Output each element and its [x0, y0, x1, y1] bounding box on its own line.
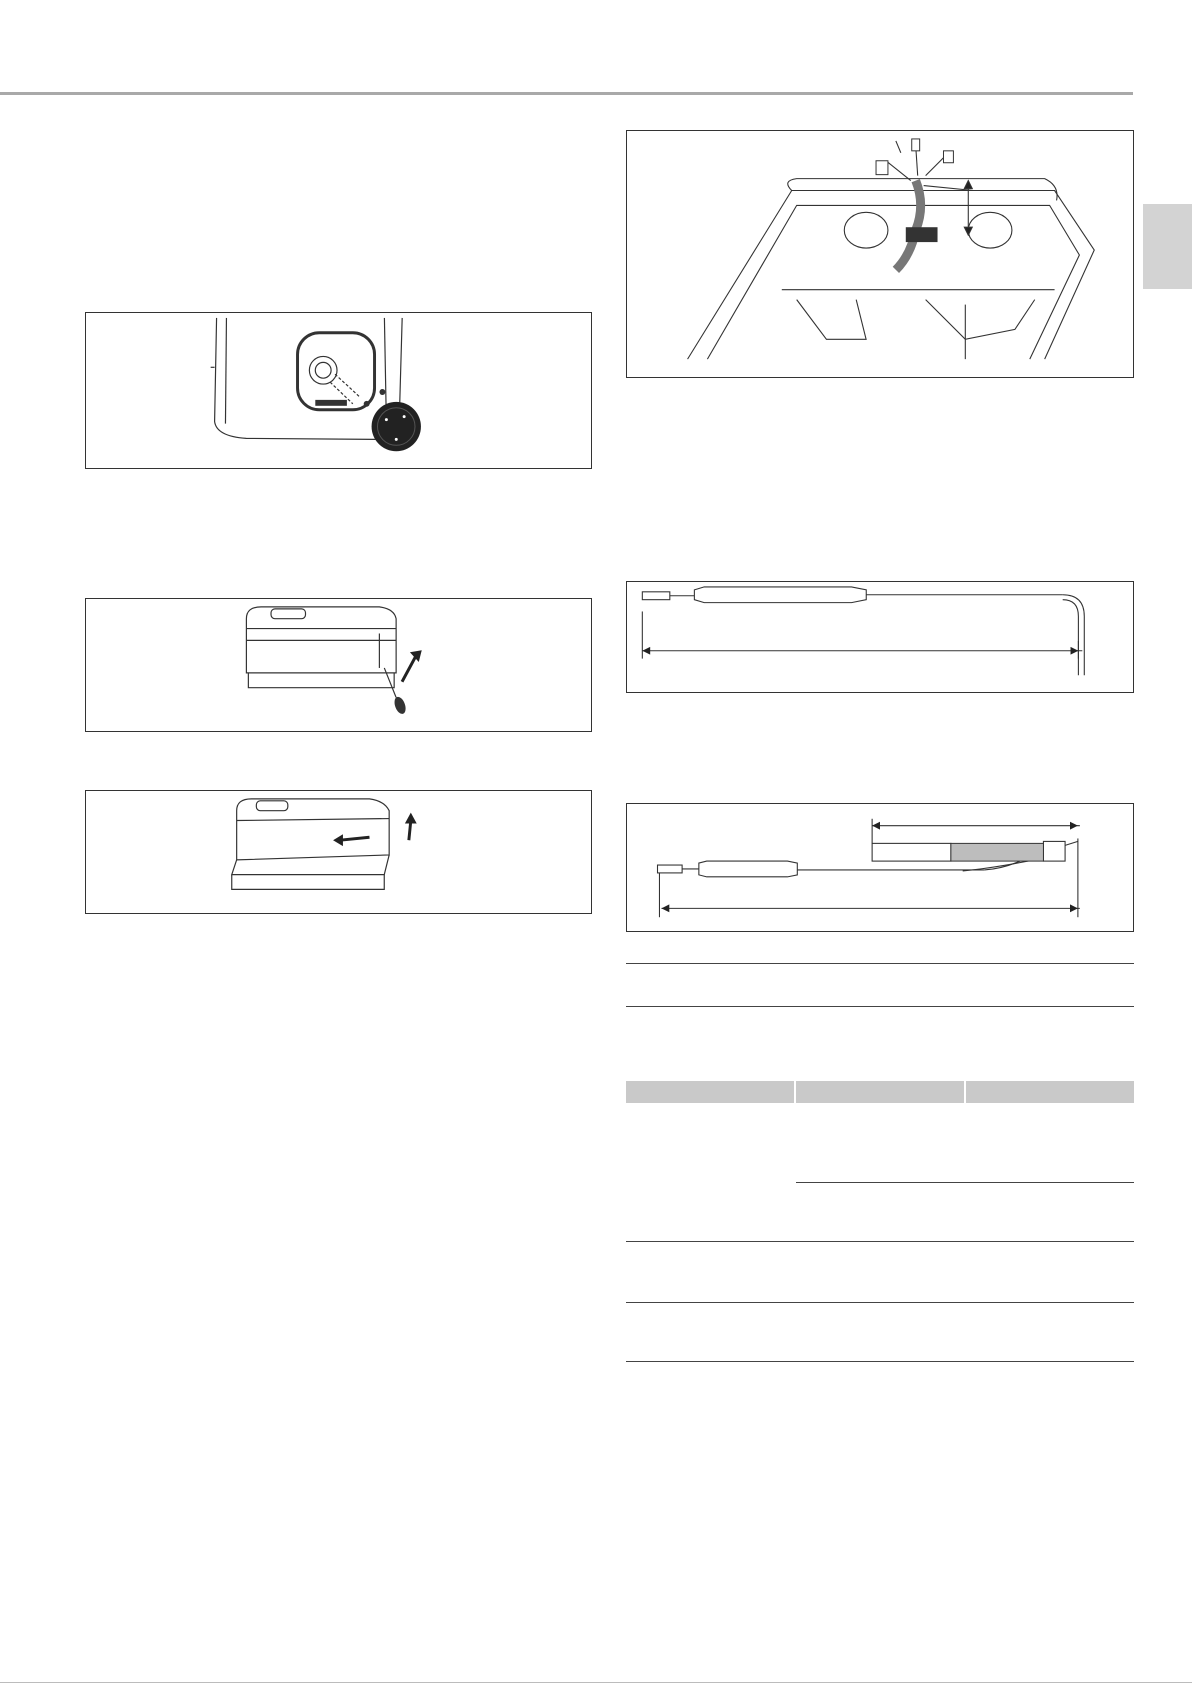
sensor-assembly-illustration	[627, 804, 1133, 931]
table-2-header-cell	[796, 1081, 964, 1103]
sensor-length-figure	[626, 581, 1134, 693]
cover-removal-figure	[85, 790, 592, 914]
sensor-length-illustration	[627, 582, 1133, 692]
cover-screwdriver-figure	[85, 598, 592, 732]
cable-routing-illustration	[627, 131, 1133, 377]
cable-routing-figure	[626, 130, 1134, 378]
header-rule	[0, 92, 1133, 95]
chapter-tab	[1143, 204, 1192, 289]
table-2-header-cell	[966, 1081, 1134, 1103]
table-2-row-rule	[626, 1361, 1134, 1362]
footer-rule	[0, 1682, 1192, 1683]
cover-removal-illustration	[86, 791, 591, 913]
table-1-bottom-rule	[626, 1006, 1134, 1007]
cover-screwdriver-illustration	[86, 599, 591, 731]
table-2-row-rule	[796, 1182, 1134, 1183]
table-2-row-rule	[626, 1302, 1134, 1303]
thermostat-knob-figure	[85, 312, 592, 469]
table-2-row-rule	[626, 1241, 1134, 1242]
sensor-assembly-figure	[626, 803, 1134, 932]
table-2-header-cell	[626, 1081, 794, 1103]
table-1-top-rule	[626, 963, 1134, 964]
thermostat-knob-illustration	[86, 313, 591, 468]
